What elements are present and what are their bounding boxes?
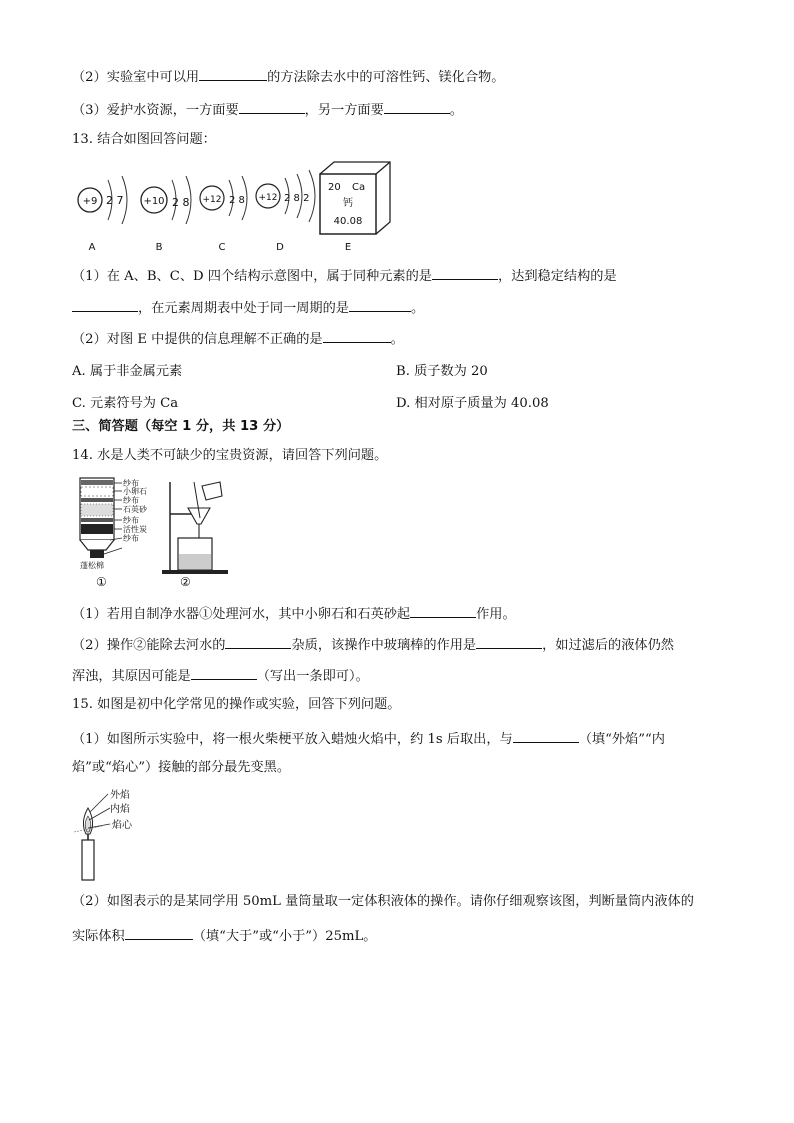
- atom-d-nucleus: +12: [258, 193, 278, 203]
- atom-structure-figure: [72, 158, 402, 254]
- flame-label-inner: 内焰: [110, 804, 130, 815]
- filter-label: 小卵石: [123, 487, 147, 496]
- answer-blank[interactable]: [191, 665, 257, 680]
- atom-c-label: C: [218, 242, 226, 253]
- filter-label: 石英砂: [123, 505, 147, 514]
- option-b[interactable]: B. 质子数为 20: [396, 364, 488, 379]
- q15-part1-text-a: （1）如图所示实验中，将一根火柴梗平放入蜡烛火焰中，约 1s 后取出，与: [72, 732, 513, 747]
- answer-blank[interactable]: [323, 328, 391, 343]
- q12-part3-text-b: ，另一方面要: [304, 103, 384, 118]
- atom-a-shells: 2 7: [106, 194, 124, 207]
- q12-part3-text-a: （3）爱护水资源，一方面要: [72, 103, 239, 118]
- answer-blank[interactable]: [199, 66, 267, 81]
- q14-part2-text-e: （写出一条即可）。: [256, 669, 369, 684]
- element-e-mass: 40.08: [333, 216, 363, 227]
- atom-d-shells: 2 8 2: [284, 193, 310, 204]
- filtration-setup: [162, 482, 228, 589]
- q15-stem: 15. 如图是初中化学常见的操作或实验，回答下列问题。: [72, 697, 401, 712]
- candle-diagram: [74, 788, 133, 880]
- q15-part1-text-b: （填“外焰”“内: [578, 732, 665, 747]
- q13-part1-text-c: ，在元素周期表中处于同一周期的是: [138, 301, 349, 316]
- homemade-purifier: [80, 478, 148, 589]
- q15-part2-text-b: 实际体积: [72, 929, 125, 944]
- option-c[interactable]: C. 元素符号为 Ca: [72, 396, 179, 411]
- q14-part1-text-a: （1）若用自制净水器①处理河水，其中小卵石和石英砂起: [72, 607, 411, 622]
- filter-label: 纱布: [123, 516, 139, 525]
- answer-blank[interactable]: [239, 99, 305, 114]
- q14-part1-text-b: 作用。: [476, 607, 516, 622]
- flame-label-core: 焰心: [112, 820, 132, 831]
- figure-1-label: ①: [96, 575, 107, 589]
- q15-part2-line2: [72, 925, 376, 946]
- q14-stem: 14. 水是人类不可缺少的宝贵资源，请回答下列问题。: [72, 448, 388, 463]
- answer-blank[interactable]: [476, 634, 542, 649]
- q13-part2: [72, 328, 404, 349]
- atom-c-diagram: [200, 176, 247, 253]
- answer-blank[interactable]: [384, 99, 450, 114]
- q15-part2-text-c: （填“大于”或“小于”）25mL。: [192, 929, 377, 944]
- atom-d-label: D: [276, 242, 284, 253]
- filter-label: 纱布: [123, 534, 139, 543]
- option-a[interactable]: A. 属于非金属元素: [72, 364, 183, 379]
- answer-blank[interactable]: [125, 925, 193, 940]
- section-3-title: 三、简答题（每空 1 分，共 13 分）: [72, 419, 290, 434]
- element-e-box: [320, 162, 390, 253]
- filter-label: 蓬松棉: [80, 561, 104, 570]
- q15-part1-line2: 焰”或“焰心”）接触的部分最先变黑。: [72, 760, 291, 775]
- element-e-name: 钙: [343, 198, 353, 209]
- atom-c-shells: 2 8: [229, 195, 245, 206]
- q12-part2: [72, 66, 504, 87]
- q13-part1-text-d: 。: [411, 301, 425, 316]
- atom-b-label: B: [155, 242, 163, 253]
- q14-part2-text-d: 浑浊，其原因可能是: [72, 669, 191, 684]
- answer-blank[interactable]: [432, 265, 498, 280]
- atom-a-label: A: [88, 242, 96, 253]
- q12-part2-text-a: （2）实验室中可以用: [72, 70, 200, 85]
- answer-blank[interactable]: [72, 297, 138, 312]
- q13-part1-text-a: （1）在 A、B、C、D 四个结构示意图中，属于同种元素的是: [72, 269, 432, 284]
- answer-blank[interactable]: [349, 297, 411, 312]
- element-e-symbol: Ca: [352, 182, 366, 193]
- q13-part2-text-a: （2）对图 E 中提供的信息理解不正确的是: [72, 332, 323, 347]
- q13-stem: 13. 结合如图回答问题：: [72, 132, 216, 147]
- q14-part2-line1: [72, 634, 674, 655]
- q12-part2-text-b: 的方法除去水中的可溶性钙、镁化合物。: [267, 70, 505, 85]
- candle-flame-figure: [70, 786, 160, 882]
- atom-c-nucleus: +12: [202, 195, 222, 205]
- atom-b-shells: 2 8: [172, 196, 190, 209]
- filter-label: 活性炭: [123, 525, 147, 534]
- water-purifier-figure: [74, 474, 234, 592]
- q14-part2-text-a: （2）操作②能除去河水的: [72, 638, 226, 653]
- q13-part1-line2: [72, 297, 424, 318]
- atom-a-nucleus: +9: [82, 196, 98, 207]
- q13-part2-text-b: 。: [390, 332, 404, 347]
- answer-blank[interactable]: [410, 603, 476, 618]
- q15-part1-line1: [72, 728, 665, 749]
- figure-2-label: ②: [180, 575, 191, 589]
- atom-a-diagram: [78, 176, 127, 253]
- q13-part1-text-b: ，达到稳定结构的是: [497, 269, 617, 284]
- flame-label-outer: 外焰: [110, 790, 130, 801]
- q14-part2-line2: [72, 665, 369, 686]
- option-d[interactable]: D. 相对原子质量为 40.08: [396, 396, 549, 411]
- atom-b-diagram: [141, 176, 191, 253]
- element-e-number: 20: [328, 182, 341, 193]
- filter-label: 纱布: [123, 496, 139, 505]
- q14-part1: [72, 603, 516, 624]
- answer-blank[interactable]: [225, 634, 291, 649]
- atom-b-nucleus: +10: [143, 196, 165, 207]
- element-e-label: E: [344, 242, 352, 253]
- q15-part2-line1: （2）如图表示的是某同学用 50mL 量筒量取一定体积液体的操作。请你仔细观察该图，判断量筒内液体的: [72, 894, 694, 909]
- atom-d-diagram: [256, 170, 315, 253]
- q12-part3: [72, 99, 463, 120]
- q12-part3-text-c: 。: [449, 103, 463, 118]
- q14-part2-text-c: ，如过滤后的液体仍然: [542, 638, 674, 653]
- filter-label: 纱布: [123, 479, 139, 488]
- q13-part1-line1: [72, 265, 617, 286]
- q14-part2-text-b: 杂质，该操作中玻璃棒的作用是: [291, 638, 477, 653]
- answer-blank[interactable]: [513, 728, 579, 743]
